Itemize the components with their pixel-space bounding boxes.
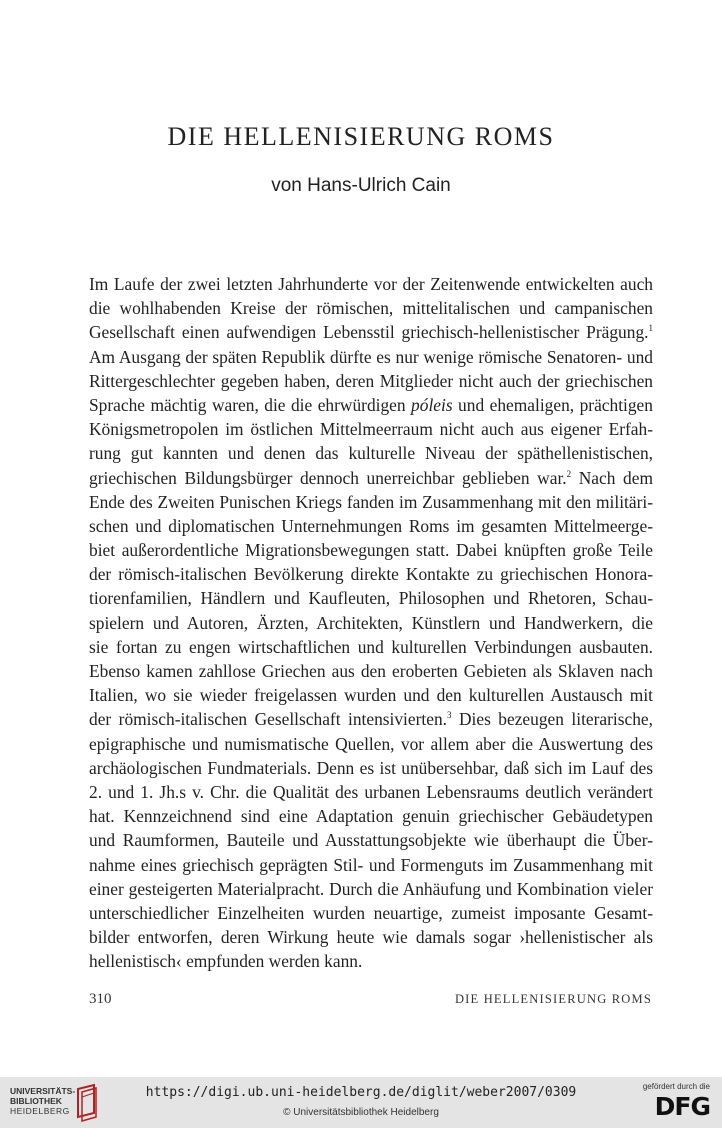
text-line: Am Ausgang der späten Republik dürfte es nur wenige römische Senatoren- und (89, 346, 653, 367)
text-line (89, 393, 653, 417)
text-line: Im Laufe der zwei letzten Jahrhunderte vor der Zeitenwende entwickelten auch (89, 274, 653, 294)
text-line: der römisch-italischen Bevölkerung direkte Kontakte zu griechischen Honora- (89, 564, 653, 585)
text-line: sie fortan zu engen wirtschaftlichen und kulturellen Verbindungen ausbauten. (89, 636, 653, 657)
footnote-ref[interactable]: 1 (648, 323, 653, 334)
footnote-ref[interactable]: 3 (447, 710, 452, 721)
text-line: Königsmetropolen im östlichen Mittelmeerraum nicht auch aus eigener Erfah- (89, 419, 653, 440)
running-head: DIE HELLENISIERUNG ROMS (454, 992, 652, 1006)
text-line: hellenistisch‹ empfunden werden kann. (89, 951, 363, 972)
text-line: die wohlhabenden Kreise der römischen, mittelitalischen und campanischen (89, 298, 653, 319)
text-segment: Sprache mächtig waren, die die ehrwürdigen (89, 394, 406, 415)
footnote-ref[interactable]: 2 (566, 468, 572, 479)
text-segment: Nach dem (571, 467, 653, 488)
text-line: 2. und 1. Jh.s v. Chr. die Qualität des urbanen Lebensraums deutlich verändert (89, 781, 653, 802)
chapter-title: DIE HELLENISIERUNG ROMS (167, 122, 555, 151)
page-number: 310 (89, 991, 112, 1007)
copyright-notice: © Universitätsbibliothek Heidelberg (283, 1107, 439, 1118)
permalink-url[interactable]: https://digi.ub.uni-heidelberg.de/diglit/weber2007/0309 (145, 1085, 577, 1100)
library-name-line: UNIVERSITÄTS- (10, 1086, 76, 1096)
text-line: Rittergeschlechter gegeben haben, deren Mitglieder nicht auch der griechischen (89, 370, 653, 391)
text-line (89, 707, 653, 731)
text-segment: Gesellschaft einen aufwendigen Lebensstil griechisch-hellenistischer Prägung. (89, 322, 649, 343)
body-paragraph (89, 272, 653, 973)
text-segment: der römisch-italischen Gesellschaft intensivierten. (89, 709, 447, 730)
text-line: spielern und Autoren, Ärzten, Architekten, Künstlern und Handwerkern, die (89, 612, 653, 633)
text-line: Ebenso kamen zahllose Griechen aus den eroberten Gebieten als Sklaven nach (89, 661, 653, 681)
text-line: archäologischen Fundmaterials. Denn es ist unübersehbar, daß sich im Lauf des (89, 757, 653, 778)
text-line (89, 320, 653, 344)
text-segment: und ehemaligen, prächtigen (452, 394, 653, 415)
text-line: tiorenfamilien, Händlern und Kaufleuten, Philosophen und Rhetoren, Schau- (89, 588, 653, 609)
library-name-line: BIBLIOTHEK (10, 1096, 62, 1106)
text-line: epigraphische und numismatische Quellen, vor allem aber die Auswertung des (89, 733, 653, 754)
text-line: und Raumformen, Bauteile und Ausstattungsobjekte wie überhaupt die Über- (89, 830, 653, 851)
funder-note: gefördert durch die (642, 1082, 710, 1091)
text-line: unterschiedlicher Einzelheiten wurden neuartige, zumeist imposante Gesamt- (89, 902, 653, 923)
library-name-line: HEIDELBERG (10, 1106, 70, 1116)
text-line: einer gesteigerten Materialpracht. Durch die Anhäufung und Kombination vieler (89, 878, 653, 899)
text-line: bilder entworfen, deren Wirkung heute wie damals sogar ›hellenistischer als (89, 927, 653, 948)
dfg-logo[interactable]: DFG (654, 1092, 710, 1121)
text-line: hat. Kennzeichnend sind eine Adaptation genuin griechischer Gebäudetypen (89, 806, 653, 827)
text-line: nahme eines griechisch geprägten Stil- und Formenguts im Zusammenhang mit (89, 854, 653, 875)
author-line: von Hans-Ulrich Cain (271, 175, 451, 196)
italic-term: póleis (411, 394, 453, 415)
text-line (89, 466, 653, 490)
text-line: Ende des Zweiten Punischen Kriegs fanden im Zusammenhang mit den militäri- (89, 491, 653, 512)
text-line: schen und diplomatischen Unternehmungen Roms im gesamten Mittelmeerge- (89, 515, 653, 536)
text-line: Italien, wo sie wieder freigelassen wurden und den kulturellen Austausch mit (89, 685, 653, 706)
text-line: biet außerordentliche Migrationsbewegungen statt. Dabei knüpften große Teile (89, 540, 653, 561)
text-segment: Dies bezeugen literarische, (451, 709, 653, 730)
text-segment: griechischen Bildungsbürger dennoch unerreichbar geblieben war. (89, 467, 567, 488)
text-line: rung gut kannten und denen das kulturelle Niveau der späthellenistischen, (89, 443, 653, 464)
